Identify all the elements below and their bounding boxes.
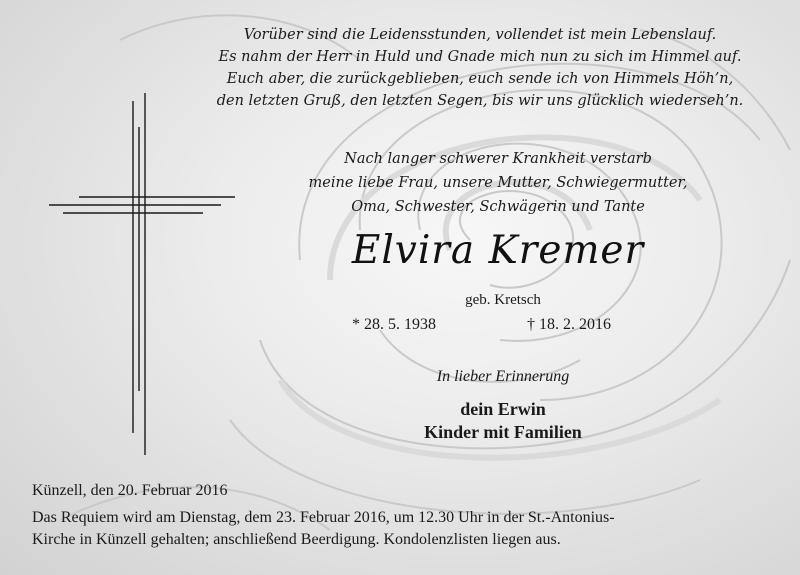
requiem-info: [32, 507, 792, 551]
birth-name: geb. Kretsch: [465, 292, 541, 308]
announcement-line: meine liebe Frau, unsere Mutter, Schwiegermutter,: [308, 175, 688, 191]
mourner-line: Kinder mit Familien: [424, 422, 582, 442]
announcement-line: Nach langer schwerer Krankheit verstarb: [344, 151, 652, 167]
mourner-line: dein Erwin: [460, 399, 546, 419]
verse-line: Es nahm der Herr in Huld und Gnade mich nun zu sich im Himmel auf.: [218, 49, 742, 65]
announcement-line: Oma, Schwester, Schwägerin und Tante: [351, 199, 645, 215]
mourners: [330, 398, 676, 444]
verse-line: den letzten Gruß, den letzten Segen, bis wir uns glücklich wiederseh’n.: [216, 93, 744, 109]
birth-date: * 28. 5. 1938: [352, 316, 436, 333]
verse-line: Euch aber, die zurückgeblieben, euch sende ich von Himmels Höh’n,: [226, 71, 734, 87]
verse-line: Vorüber sind die Leidensstunden, vollendet ist mein Lebenslauf.: [243, 27, 717, 43]
requiem-line: Kirche in Künzell gehalten; anschließend Beerdigung. Kondolenzlisten liegen aus.: [32, 531, 561, 548]
announcement-text: [218, 147, 778, 219]
memory-phrase: In lieber Erinnerung: [436, 368, 570, 385]
deceased-name: Elvira Kremer: [351, 228, 645, 273]
cross-icon: [45, 93, 245, 455]
death-date: † 18. 2. 2016: [527, 316, 611, 333]
place-and-date: Künzell, den 20. Februar 2016: [32, 482, 228, 499]
memorial-verse: [180, 24, 780, 112]
requiem-line: Das Requiem wird am Dienstag, dem 23. Februar 2016, um 12.30 Uhr in der St.-Antonius-: [32, 509, 615, 526]
